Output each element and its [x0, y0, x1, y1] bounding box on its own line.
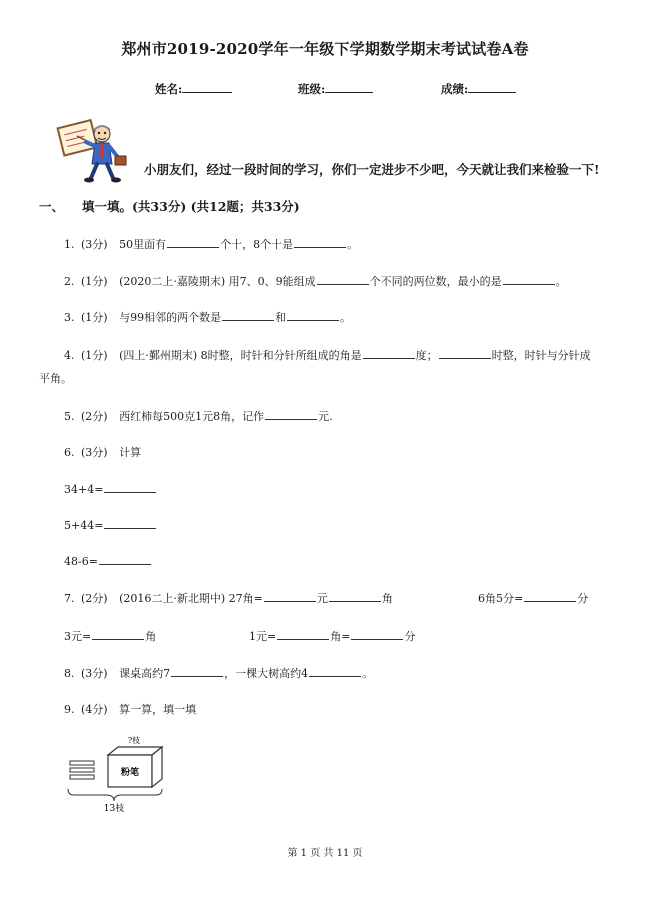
answer-blank[interactable] [503, 274, 555, 285]
answer-blank[interactable] [309, 666, 361, 677]
question-text: ，一棵大树高约4 [224, 667, 309, 680]
equation-text: 34+4= [64, 483, 104, 496]
question-text: (2020二上·嘉陵期末) 用7、0、9能组成 [119, 275, 316, 288]
question-text: 角 [381, 592, 393, 605]
answer-blank[interactable] [524, 591, 576, 602]
answer-blank[interactable] [104, 482, 156, 493]
question-8 [64, 665, 373, 681]
question-text: 角= [330, 630, 351, 643]
box-front-label: 粉笔 [120, 768, 140, 778]
question-points: (1分) [81, 349, 108, 362]
box-top-label: ?枝 [127, 736, 141, 745]
question-text: 元. [318, 410, 333, 423]
question-text: 算一算，填一填 [119, 703, 197, 716]
question-text: 西红柿每500克1元8角，记作 [119, 410, 265, 423]
question-points: (1分) [81, 311, 108, 324]
question-number: 8. [64, 667, 75, 680]
question-points: (1分) [81, 275, 108, 288]
calc-item-1 [64, 482, 157, 496]
question-text: 。 [555, 275, 567, 288]
answer-blank[interactable] [277, 629, 329, 640]
question-1 [64, 236, 358, 252]
class-blank[interactable] [325, 81, 373, 93]
answer-blank[interactable] [439, 348, 491, 359]
class-label: 班级: [298, 82, 326, 96]
question-text: 6角5分= [478, 592, 524, 605]
question-7 [64, 590, 393, 606]
question-text: 与99相邻的两个数是 [119, 311, 222, 324]
question-text: 1元= [249, 630, 277, 643]
question-points: (4分) [81, 703, 108, 716]
answer-blank[interactable] [287, 310, 339, 321]
question-text: 分 [404, 630, 416, 643]
answer-blank[interactable] [363, 348, 415, 359]
question-text: 。 [362, 667, 374, 680]
section-heading [39, 197, 300, 215]
answer-blank[interactable] [294, 237, 346, 248]
answer-blank[interactable] [92, 629, 144, 640]
question-text: 50里面有 [119, 238, 167, 251]
question-text: 个十，8个十是 [220, 238, 294, 251]
question-7-part-c [64, 628, 156, 644]
equation-text: 48-6= [64, 555, 98, 568]
question-2 [64, 273, 567, 289]
question-4-continuation: 平角。 [39, 372, 72, 385]
name-field [155, 81, 232, 97]
question-number: 5. [64, 410, 75, 423]
question-points: (2分) [81, 592, 108, 605]
question-7-part-d [249, 628, 415, 644]
question-number: 1. [64, 238, 75, 251]
question-text: 度； [415, 349, 438, 362]
calc-item-2 [64, 518, 157, 532]
question-text: 分 [577, 592, 589, 605]
section-title: 填一填。(共33分) (共12题；共33分) [82, 199, 300, 214]
name-blank[interactable] [182, 81, 232, 93]
question-text: 。 [347, 238, 359, 251]
question-9 [64, 701, 196, 717]
question-3 [64, 309, 351, 325]
answer-blank[interactable] [317, 274, 369, 285]
answer-blank[interactable] [99, 554, 151, 565]
question-number: 2. [64, 275, 75, 288]
chalk-box-icon [108, 747, 162, 787]
answer-blank[interactable] [265, 409, 317, 420]
question-text: 3元= [64, 630, 92, 643]
question-points: (3分) [81, 446, 108, 459]
answer-blank[interactable] [329, 591, 381, 602]
equation-text: 5+44= [64, 519, 104, 532]
score-label: 成绩: [441, 82, 469, 96]
question-text: 时整，时针与分针成 [491, 349, 591, 362]
question-text: 。 [340, 311, 352, 324]
question-number: 9. [64, 703, 75, 716]
question-text: 元 [316, 592, 328, 605]
question-points: (2分) [81, 410, 108, 423]
answer-blank[interactable] [171, 666, 223, 677]
chalk-sticks-icon [70, 761, 94, 779]
question-6 [64, 444, 141, 460]
section-number: 一、 [39, 199, 65, 214]
question-4 [64, 347, 591, 363]
total-bracket [68, 789, 162, 801]
question-points: (3分) [81, 667, 108, 680]
question-number: 4. [64, 349, 75, 362]
question-text: (2016二上·新北期中) 27角= [119, 592, 263, 605]
score-blank[interactable] [468, 81, 516, 93]
question-5 [64, 408, 333, 424]
question-text: 和 [275, 311, 287, 324]
question-7-part-b [478, 590, 588, 606]
teacher-cartoon-icon [55, 112, 133, 190]
chalk-box-figure [60, 733, 180, 813]
question-number: 3. [64, 311, 75, 324]
answer-blank[interactable] [167, 237, 219, 248]
answer-blank[interactable] [222, 310, 274, 321]
bottom-label: 13枝 [103, 804, 125, 813]
class-field [298, 81, 373, 97]
page-title: 郑州市2019-2020学年一年级下学期数学期末考试试卷A卷 [121, 40, 529, 58]
answer-blank[interactable] [264, 591, 316, 602]
question-text: 个不同的两位数，最小的是 [369, 275, 502, 288]
question-text: 课桌高约7 [119, 667, 171, 680]
question-number: 7. [64, 592, 75, 605]
answer-blank[interactable] [104, 518, 156, 529]
question-number: 6. [64, 446, 75, 459]
question-text: (四上·鄞州期末) 8时整，时针和分针所组成的角是 [119, 349, 362, 362]
name-label: 姓名: [155, 82, 183, 96]
score-field [441, 81, 516, 97]
question-text: 计算 [119, 446, 142, 459]
page-footer: 第 1 页 共 11 页 [287, 848, 363, 859]
calc-item-3 [64, 554, 152, 568]
question-text: 角 [145, 630, 157, 643]
answer-blank[interactable] [351, 629, 403, 640]
greeting-text: 小朋友们，经过一段时间的学习，你们一定进步不少吧，今天就让我们来检验一下! [144, 162, 600, 177]
question-points: (3分) [81, 238, 108, 251]
